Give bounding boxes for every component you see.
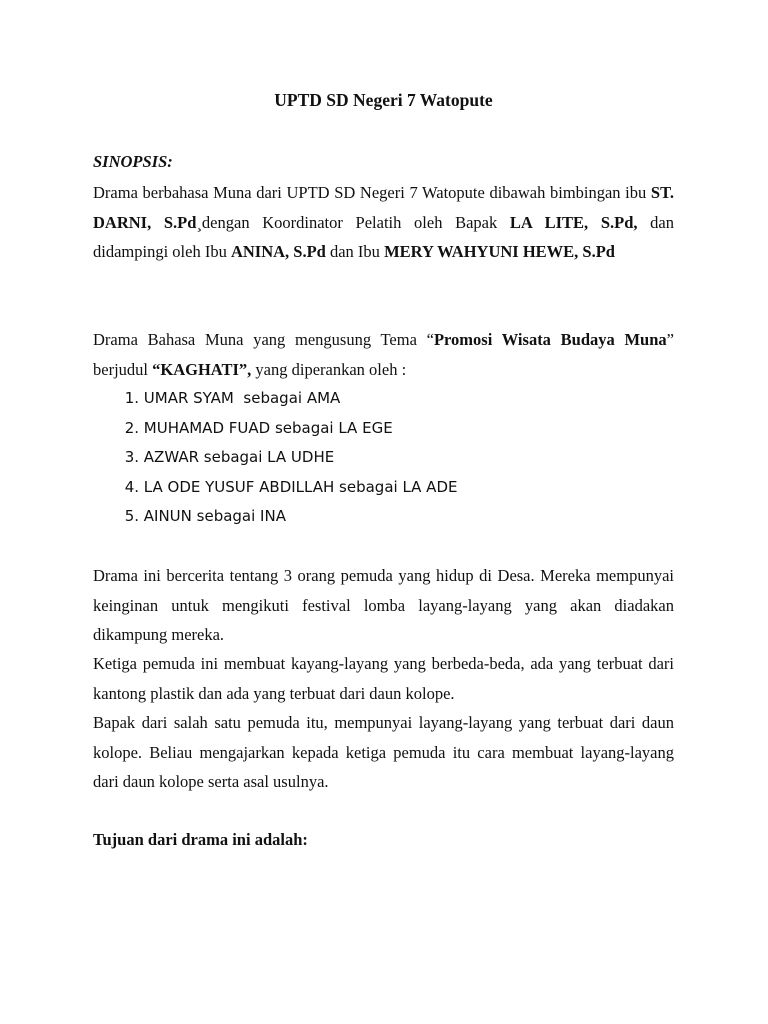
intro-paragraph (93, 178, 674, 267)
list-item (93, 414, 674, 444)
drama-title: “KAGHATI”, (152, 359, 252, 379)
list-item-number: 4. (124, 477, 139, 496)
story-paragraph-2: Ketiga pemuda ini membuat kayang-layang yang berbeda-beda, ada yang terbuat dari kantong plastik dan ada yang terbuat dari daun kolope. (93, 654, 674, 703)
list-item-number: 2. (124, 418, 139, 437)
list-item-text (139, 443, 334, 473)
list-item-text (139, 414, 393, 444)
intro-text-4: dan Ibu (325, 242, 385, 261)
story-paragraph-1: Drama ini bercerita tentang 3 orang pemuda yang hidup di Desa. Mereka mempunyai keinginan untuk mengikuti festival lomba layang-layang yang akan diadakan dikampung mereka. (93, 566, 674, 644)
cast-list (93, 384, 674, 532)
intro-text-3: dan didampingi oleh Ibu (93, 212, 674, 261)
story-paragraph-3: Bapak dari salah satu pemuda itu, mempunyai layang-layang yang terbuat dari daun kolope. Beliau mengajarkan kepada ketiga pemuda itu cara membuat layang-layang dari daun kolope serta asal usulnya. (93, 713, 674, 791)
sinopsis-heading: SINOPSIS: (93, 152, 173, 171)
theme-text-3: yang diperankan oleh : (251, 359, 407, 379)
list-item-text (139, 473, 457, 503)
cast-member-4: LA ODE YUSUF ABDILLAH sebagai LA ADE (143, 477, 458, 496)
list-item (93, 502, 674, 532)
assistant-name-1: ANINA, S.Pd (230, 242, 326, 261)
intro-text-1: Drama berbahasa Muna dari UPTD SD Negeri 7 Watopute dibawah bimbingan ibu (93, 183, 651, 202)
document-title: UPTD SD Negeri 7 Watopute (274, 90, 493, 110)
document-page (93, 0, 674, 1024)
teacher-name: ST. DARNI, S.Pd (93, 183, 674, 232)
tujuan-heading: Tujuan dari drama ini adalah: (93, 830, 308, 849)
list-item (93, 443, 674, 473)
list-item-text (139, 384, 340, 414)
theme-text-2: ” berjudul (93, 330, 674, 379)
list-item-number: 1. (124, 389, 139, 407)
assistant-name-2: MERY WAHYUNI HEWE, S.Pd (384, 242, 615, 261)
theme-name: Promosi Wisata Budaya Muna (433, 330, 667, 349)
intro-text-2: ¸dengan Koordinator Pelatih oleh Bapak (196, 212, 510, 232)
coordinator-name: LA LITE, S.Pd, (509, 212, 638, 232)
cast-member-3: AZWAR sebagai LA UDHE (143, 448, 335, 467)
cast-member-2: MUHAMAD FUAD sebagai LA EGE (143, 418, 393, 437)
list-item-text (139, 502, 286, 532)
list-item (93, 384, 674, 414)
cast-member-1: UMAR SYAM sebagai AMA (143, 389, 341, 407)
cast-member-5: AINUN sebagai INA (143, 507, 286, 526)
list-item (93, 473, 674, 503)
theme-paragraph (93, 325, 674, 384)
theme-text-1: Drama Bahasa Muna yang mengusung Tema “ (93, 330, 434, 349)
list-item-number: 5. (124, 507, 139, 526)
list-item-number: 3. (124, 448, 139, 467)
